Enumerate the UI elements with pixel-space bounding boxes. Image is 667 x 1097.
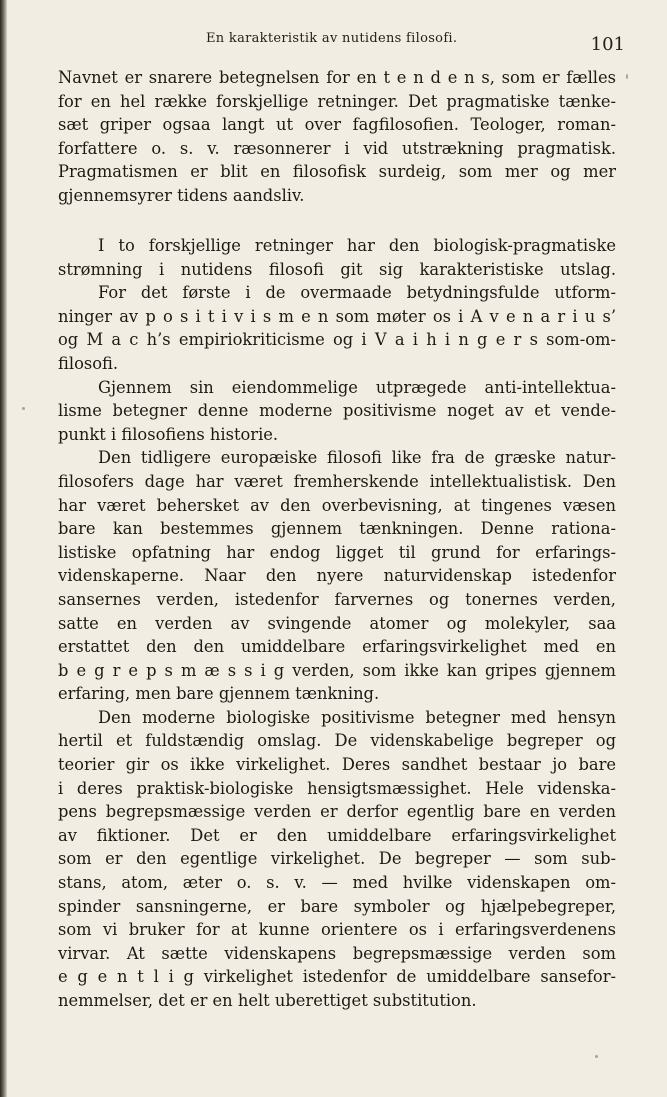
- text-line: erstattet den den umiddelbare erfaringsvirkelighet med en: [58, 637, 616, 657]
- paper-speck: [626, 74, 628, 79]
- paragraph-pragmatism-trend: [58, 66, 616, 208]
- text-line: som vi bruker for at kunne orientere os i erfaringsverdenens: [58, 920, 616, 940]
- text-line: listiske opfatning har endog ligget til grund for erfarings-: [58, 542, 616, 562]
- text-line: lisme betegner denne moderne positivisme noget av et vende-: [58, 401, 616, 421]
- section-biological-pragmatism: [58, 234, 616, 1013]
- text-line: som er den egentlige virkelighet. De begreper — som sub-: [58, 849, 616, 869]
- page-binding-edge: [0, 0, 7, 1097]
- text-line: Den tidligere europæiske filosofi like fra de græske natur-: [98, 448, 616, 468]
- paper-speck: [22, 407, 25, 410]
- text-line: videnskaperne. Naar den nyere naturvidenskap istedenfor: [58, 566, 616, 586]
- text-line: stans, atom, æter o. s. v. — med hvilke videnskapen om-: [58, 873, 616, 893]
- text-line: og M a c h’s empiriokriticisme og i V a i h i n g e r s som-om-: [58, 330, 616, 350]
- text-line: pens begrepsmæssige verden er derfor egentlig bare en verden: [58, 802, 616, 822]
- text-line: gjennemsyrer tidens aandsliv.: [58, 185, 305, 205]
- text-line: nemmelser, det er en helt uberettiget substitution.: [58, 991, 477, 1010]
- text-line: teorier gir os ikke virkelighet. Deres sandhet bestaar jo bare: [58, 755, 616, 775]
- text-line: filosofers dage har været fremherskende intellektualistisk. Den: [58, 471, 616, 491]
- text-line: Pragmatismen er blit en filosofisk surdeig, som mer og mer: [58, 162, 616, 182]
- text-line: erfaring, men bare gjennem tænkning.: [58, 684, 380, 704]
- text-line: For det første i de overmaade betydningsfulde utform-: [98, 283, 616, 303]
- text-line: for en hel række forskjellige retninger. Det pragmatiske tænke-: [58, 91, 616, 111]
- text-line: virvar. At sætte videnskapens begrepsmæssige verden som: [58, 943, 616, 963]
- text-line: e g e n t l i g virkelighet istedenfor de umiddelbare sansefor-: [58, 967, 616, 987]
- text-line: satte en verden av svingende atomer og molekyler, saa: [58, 613, 616, 633]
- text-line: b e g r e p s m æ s s i g verden, som ikke kan gripes gjennem: [58, 660, 616, 680]
- text-line: punkt i filosofiens historie.: [58, 424, 279, 444]
- text-line: av fiktioner. Det er den umiddelbare erfaringsvirkelighet: [58, 825, 616, 845]
- text-line: forfattere o. s. v. ræsonnerer i vid utstrækning pragmatisk.: [58, 138, 616, 158]
- running-header: En karakteristik av nutidens filosofi.: [206, 31, 458, 46]
- text-line: hertil et fuldstændig omslag. De videnskabelige begreper og: [58, 731, 616, 751]
- text-line: sæt griper ogsaa langt ut over fagfilosofien. Teologer, roman-: [58, 115, 616, 135]
- text-line: Navnet er snarere betegnelsen for en t e n d e n s, som er fælles: [58, 68, 616, 87]
- text-line: bare kan bestemmes gjennem tænkningen. Denne rationa-: [58, 519, 616, 539]
- text-line: sansernes verden, istedenfor farvernes og tonernes verden,: [58, 589, 616, 609]
- text-line: Gjennem sin eiendommelige utprægede anti-intellektua-: [98, 377, 616, 397]
- text-line: i deres praktisk-biologiske hensigtsmæssighet. Hele videnska-: [58, 778, 616, 798]
- text-line: har været behersket av den overbevisning, at tingenes væsen: [58, 495, 616, 515]
- text-line: strømning i nutidens filosofi git sig karakteristiske utslag.: [58, 259, 616, 279]
- page-number: 101: [590, 34, 625, 55]
- text-line: I to forskjellige retninger har den biologisk-pragmatiske: [98, 236, 616, 255]
- text-line: filosofi.: [58, 353, 119, 373]
- paper-speck: [595, 1055, 598, 1058]
- text-line: ninger av p o s i t i v i s m e n som møter os i A v e n a r i u s’: [58, 306, 616, 326]
- text-line: spinder sansningerne, er bare symboler og hjælpebegreper,: [58, 896, 616, 916]
- text-line: Den moderne biologiske positivisme betegner med hensyn: [98, 707, 616, 727]
